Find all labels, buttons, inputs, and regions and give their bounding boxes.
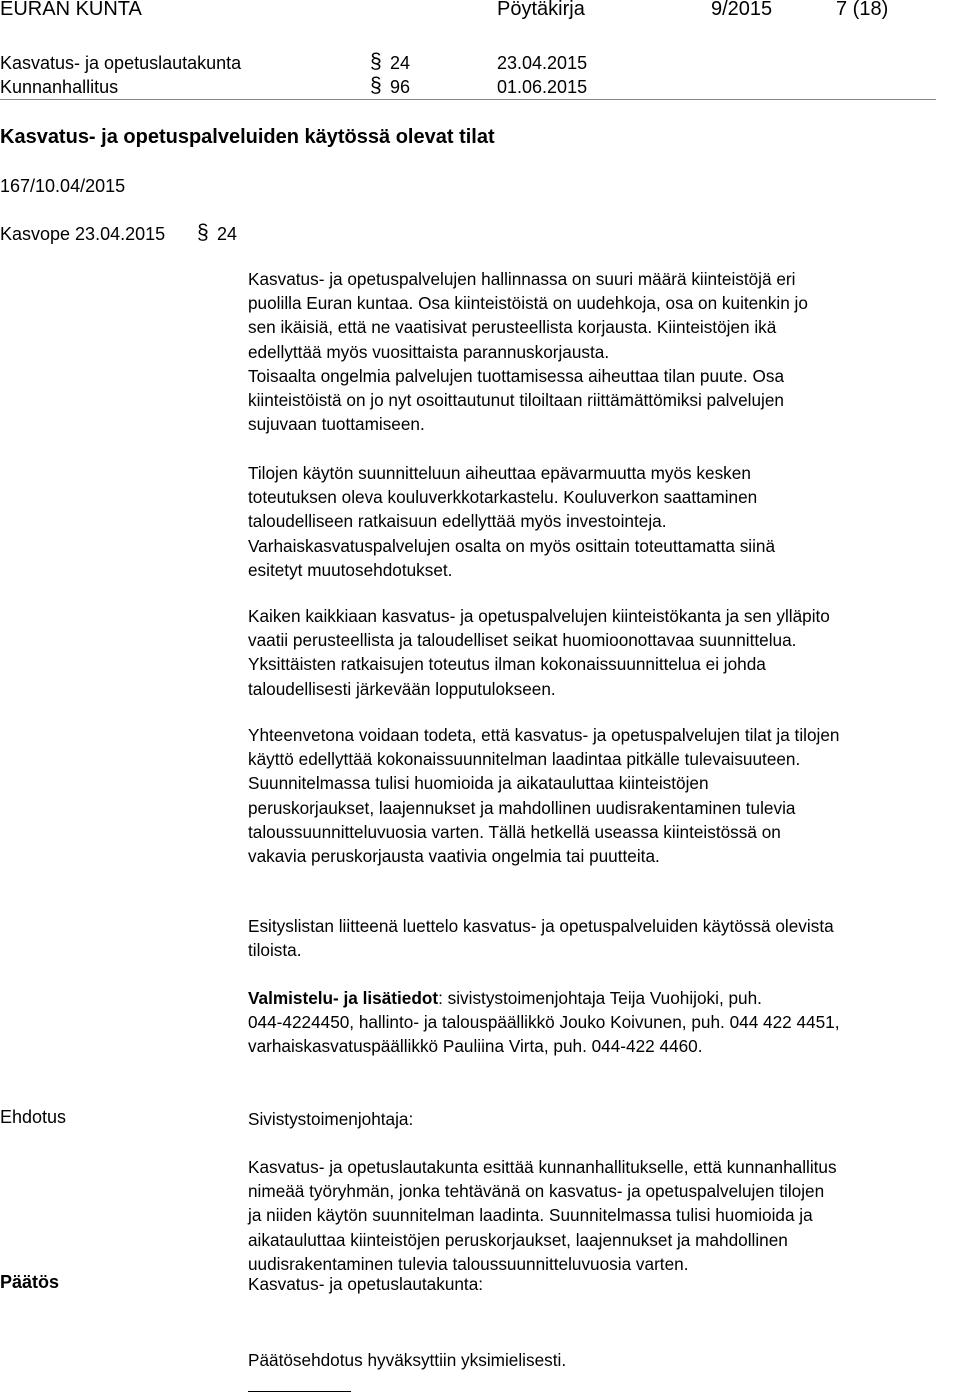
meeting-body-2: Kunnanhallitus <box>0 77 119 97</box>
text-line: kiinteistöistä on jo nyt osoittautunut tiloiltaan riittämättömiksi palvelujen <box>248 390 784 411</box>
text-line: Yhteenvetona voidaan todeta, että kasvatus- ja opetuspalvelujen tilat ja tilojen <box>248 725 840 745</box>
text-line: sujuvaan tuottamiseen. <box>248 414 425 435</box>
text-line: taloudelliseen ratkaisuun edellyttää myös investointeja. <box>248 511 667 532</box>
body-paragraph-2 <box>248 461 960 582</box>
meeting-date-2: 01.06.2015 <box>497 77 588 97</box>
body-paragraph-1 <box>248 267 960 436</box>
text-line: taloussuunnitteluvuosia varten. Tällä hetkellä useassa kiinteistössä on <box>248 821 781 842</box>
text-line: Suunnitelmassa tulisi huomioida ja aikatauluttaa kiinteistöjen <box>248 773 709 794</box>
body-paragraph-4 <box>248 723 960 868</box>
text-line: aikatauluttaa kiinteistöjen peruskorjaukset, laajennukset ja mahdollinen <box>248 1229 788 1250</box>
proposal-text <box>248 1155 960 1276</box>
doc-type: Pöytäkirja <box>497 0 585 20</box>
header-divider <box>0 99 936 100</box>
text-line: esitetyt muutosehdotukset. <box>248 559 453 580</box>
preparation-line-2: 044-4224450, hallinto- ja talouspäällikkö Jouko Koivunen, puh. 044 422 4451, <box>248 1012 840 1033</box>
text-line: Varhaiskasvatuspalvelujen osalta on myös osittain toteuttamatta siinä <box>248 535 776 556</box>
doc-number: 9/2015 <box>711 0 773 20</box>
text-line: nimeää työryhmän, jonka tehtävänä on kasvatus- ja opetuspalvelujen tilojen <box>248 1181 825 1202</box>
text-line: Esityslistan liitteenä luettelo kasvatus- ja opetuspalveluiden käytössä olevista <box>248 916 834 936</box>
text-line: puolilla Euran kuntaa. Osa kiinteistöistä on uudehkoja, osa on kuitenkin jo <box>248 293 808 314</box>
text-line: Tilojen käytön suunnitteluun aiheuttaa epävarmuutta myös kesken <box>248 463 751 483</box>
decision-label: Päätös <box>0 1272 60 1292</box>
text-line: Kasvatus- ja opetuspalvelujen hallinnassa on suuri määrä kiinteistöjä eri <box>248 269 796 289</box>
org-name: EURAN KUNTA <box>0 0 142 20</box>
text-line: Kasvatus- ja opetuslautakunta esittää kunnanhallitukselle, että kunnanhallitus <box>248 1157 837 1177</box>
meeting-number-1: 24 <box>390 53 411 73</box>
text-line: sen ikäisiä, että ne vaatisivat perusteellista korjausta. Kiinteistöjen ikä <box>248 317 777 338</box>
preparation-line-1 <box>248 986 960 1010</box>
text-line: tiloista. <box>248 940 302 961</box>
body-paragraph-5 <box>248 914 960 962</box>
text-line: vaatii perusteellista ja taloudelliset seikat huomioonottavaa suunnittelua. <box>248 630 797 651</box>
kasvope-reference: Kasvope 23.04.2015 <box>0 224 166 244</box>
text-line: peruskorjaukset, laajennukset ja mahdollinen uudisrakentaminen tulevia <box>248 797 796 818</box>
decision-text <box>248 1348 960 1372</box>
text-line: uudisrakentaminen tulevia taloussuunnitteluvuosia varten. <box>248 1253 689 1274</box>
proposer-text: Sivistystoimenjohtaja: <box>248 1109 414 1129</box>
text-line: Kaiken kaikkiaan kasvatus- ja opetuspalvelujen kiinteistökanta ja sen ylläpito <box>248 606 830 626</box>
proposal-proposer <box>248 1107 960 1131</box>
text-line: Yksittäisten ratkaisujen toteutus ilman kokonaissuunnittelua ei johda <box>248 654 766 675</box>
preparation-info <box>248 986 960 1059</box>
closing-rule <box>248 1391 351 1392</box>
text-line: vakavia peruskorjausta vaativia ongelmia tai puutteita. <box>248 846 660 867</box>
decision-result: Päätösehdotus hyväksyttiin yksimielisesti. <box>248 1350 567 1370</box>
section-symbol-1: § <box>370 50 382 73</box>
preparation-line-3: varhaiskasvatuspäällikkö Pauliina Virta, puh. 044-422 4460. <box>248 1036 703 1057</box>
meeting-number-2: 96 <box>390 77 411 97</box>
text-line: käyttö edellyttää kokonaissuunnitelman laadintaa pitkälle tulevaisuuteen. <box>248 749 801 770</box>
kasvope-number: 24 <box>217 224 238 244</box>
text-line: toteutuksen oleva kouluverkkotarkastelu. Kouluverkon saattaminen <box>248 487 758 508</box>
section-symbol-2: § <box>370 74 382 97</box>
decision-body <box>248 1272 960 1296</box>
text-line: taloudellisesti järkevään lopputulokseen. <box>248 678 556 699</box>
reference-number: 167/10.04/2015 <box>0 176 126 196</box>
page-title: Kasvatus- ja opetuspalveluiden käytössä olevat tilat <box>0 126 495 148</box>
text-line: Toisaalta ongelmia palvelujen tuottamisessa aiheuttaa tilan puute. Osa <box>248 365 785 386</box>
text-line: ja niiden käytön suunnitelman laadinta. Suunnitelmassa tulisi huomioida ja <box>248 1205 813 1226</box>
meeting-body-1: Kasvatus- ja opetuslautakunta <box>0 53 242 73</box>
proposal-label: Ehdotus <box>0 1107 67 1127</box>
preparation-contact: : sivistystoimenjohtaja Teija Vuohijoki, puh. <box>438 988 762 1008</box>
page-number: 7 (18) <box>836 0 889 20</box>
preparation-label: Valmistelu- ja lisätiedot <box>248 988 439 1008</box>
decision-body-text: Kasvatus- ja opetuslautakunta: <box>248 1274 484 1294</box>
body-paragraph-3 <box>248 604 960 701</box>
text-line: edellyttää myös vuosittaista parannuskorjausta. <box>248 341 610 362</box>
section-symbol-kasvope: § <box>197 221 209 244</box>
meeting-date-1: 23.04.2015 <box>497 53 588 73</box>
